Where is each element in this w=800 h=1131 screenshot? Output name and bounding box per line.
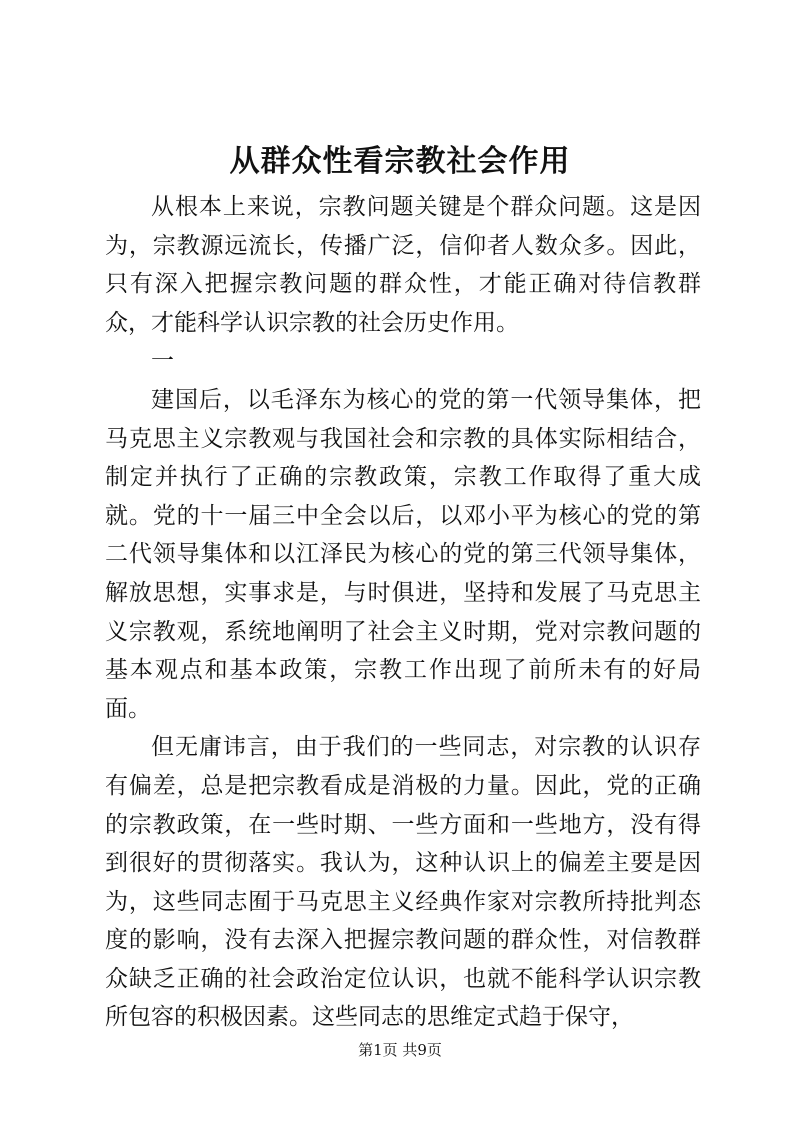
paragraph-bias: 但无庸讳言，由于我们的一些同志，对宗教的认识存有偏差，总是把宗教看成是消极的力量。因此，党的正确的宗教政策，在一些时期、一些方面和一些地方，没有得到很好的贯彻落实。我认为，这种认识上的偏差主要是因为，这些同志囿于马克思主义经典作家对宗教所持批判态度的影响，没有去深入把握宗教问题的群众性，对信教群众缺乏正确的社会政治定位认识，也就不能科学认识宗教所包容的积极因素。这些同志的思维定式趋于保守， [105, 734, 701, 1031]
paragraph-intro: 从根本上来说，宗教问题关键是个群众问题。这是因为，宗教源远流长，传播广泛，信仰者人数众多。因此，只有深入把握宗教问题的群众性，才能正确对待信教群众，才能科学认识宗教的社会历史作用。 [105, 194, 701, 336]
page-footer: 第1页 共9页 [358, 1041, 442, 1059]
document-body [105, 188, 701, 1037]
paragraph-history: 建国后，以毛泽东为核心的党的第一代领导集体，把马克思主义宗教观与我国社会和宗教的具体实际相结合，制定并执行了正确的宗教政策，宗教工作取得了重大成就。党的十一届三中全会以后，以邓小平为核心的党的第二代领导集体和以江泽民为核心的党的第三代领导集体，解放思想，实事求是，与时俱进，坚持和发展了马克思主义宗教观，系统地阐明了社会主义时期，党对宗教问题的基本观点和基本政策，宗教工作出现了前所未有的好局面。 [105, 386, 701, 722]
section-number: 一 [151, 348, 174, 375]
document-title: 从群众性看宗教社会作用 [229, 144, 571, 179]
